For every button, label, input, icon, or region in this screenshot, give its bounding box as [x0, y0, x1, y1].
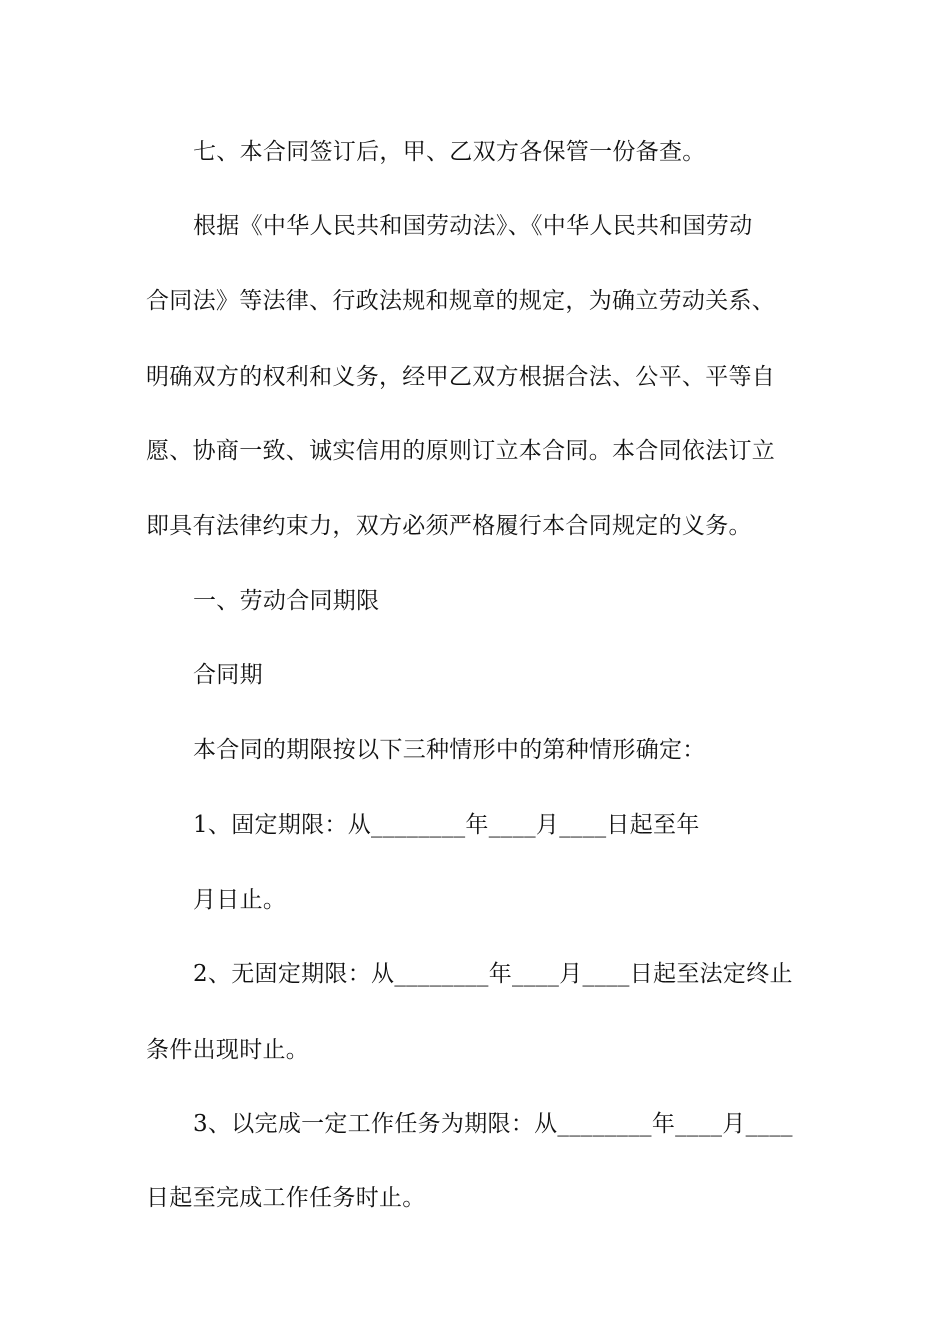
fixed-term-line-1: 1、固定期限：从________年____月____日起至年: [193, 812, 700, 838]
subheading-contract-period: 合同期: [193, 662, 263, 688]
open-term-line-2: 条件出现时止。: [146, 1037, 310, 1063]
preamble-line-4: 愿、协商一致、诚实信用的原则订立本合同。本合同依法订立: [146, 438, 776, 464]
clause-seven: 七、本合同签订后，甲、乙双方各保管一份备查。: [193, 139, 706, 165]
open-term-line-1: 2、无固定期限：从________年____月____日起至法定终止: [193, 961, 793, 987]
preamble-line-5: 即具有法律约束力，双方必须严格履行本合同规定的义务。: [146, 513, 752, 539]
preamble-line-3: 明确双方的权利和义务，经甲乙双方根据合法、公平、平等自: [146, 364, 776, 390]
task-term-line-1: 3、以完成一定工作任务为期限：从________年____月____: [193, 1111, 793, 1137]
task-term-line-2: 日起至完成工作任务时止。: [146, 1185, 426, 1211]
section-heading-contract-term: 一、劳动合同期限: [193, 588, 380, 614]
fixed-term-line-2: 月日止。: [193, 887, 287, 913]
preamble-line-2: 合同法》等法律、行政法规和规章的规定，为确立劳动关系、: [146, 288, 776, 314]
preamble-line-1: 根据《中华人民共和国劳动法》、《中华人民共和国劳动: [193, 213, 753, 239]
term-selection-line: 本合同的期限按以下三种情形中的第种情形确定：: [193, 737, 706, 763]
